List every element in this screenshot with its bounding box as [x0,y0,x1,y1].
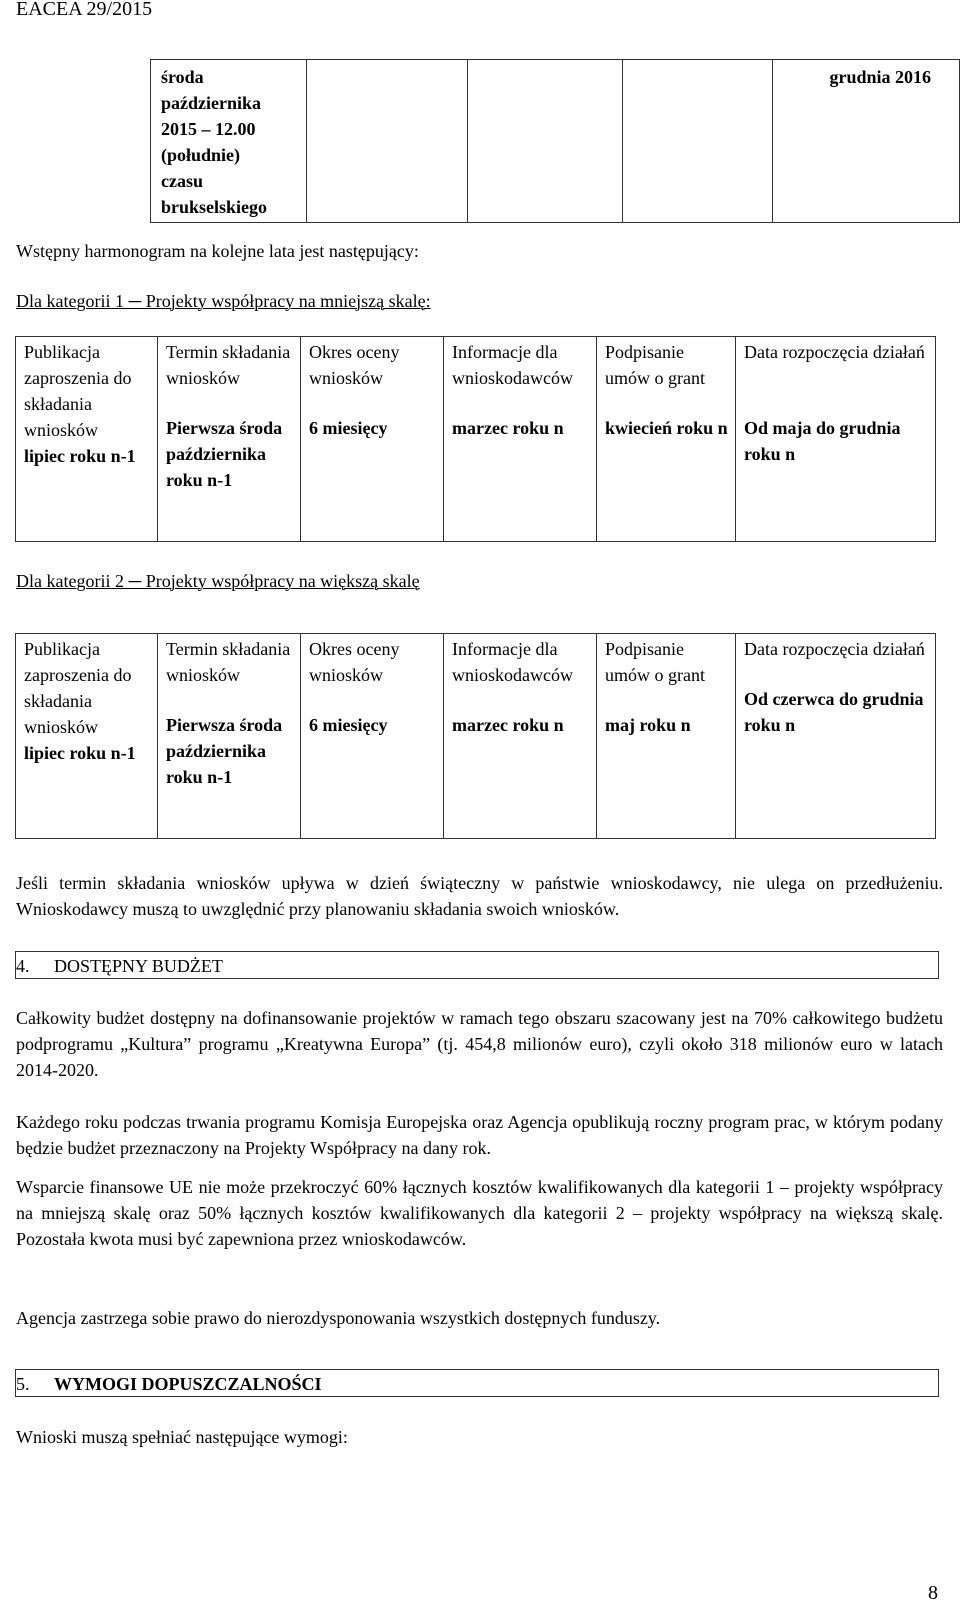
budget-paragraph-2: Każdego roku podczas trwania programu Komisja Europejska oraz Agencja opublikują roczny program prac, w którym podany będzie budżet przeznaczony na Projekty Współpracy na dany rok. [16,1112,943,1158]
top-table-cell-empty [622,60,773,223]
col-label: Publikacja zaproszenia do składania wniosków [24,639,132,737]
category-2-heading: Dla kategorii 2 ─ Projekty współpracy na większą skalę [16,571,420,591]
section-5-heading [15,1369,939,1397]
cat2-col-signing [597,634,736,839]
cat2-col-publication [16,634,158,839]
eligibility-intro: Wnioski muszą spełniać następujące wymogi: [16,1427,348,1447]
col-value: lipiec roku n-1 [24,446,136,466]
col-value: marzec roku n [452,418,564,438]
col-label: Publikacja zaproszenia do składania wniosków [24,342,132,440]
top-table-cell-empty [307,60,468,223]
col-label: Okres oceny wniosków [309,342,400,388]
end-date-text: grudnia 2016 [829,67,931,87]
deadline-line: środa [161,67,204,87]
cat2-col-information [444,634,597,839]
cat1-col-deadline [158,337,301,542]
col-label: Data rozpoczęcia działań [744,639,925,659]
col-label: Podpisanie umów o grant [605,639,705,685]
col-label: Data rozpoczęcia działań [744,342,925,362]
col-label: Termin składania wniosków [166,342,291,388]
col-value: Od maja do grudnia roku n [744,418,901,464]
cat1-col-evaluation [301,337,444,542]
col-label: Informacje dla wnioskodawców [452,342,573,388]
section-number: 4. [16,956,30,976]
section-title: DOSTĘPNY BUDŻET [54,956,223,976]
budget-paragraph-3: Wsparcie finansowe UE nie może przekroczyć 60% łącznych kosztów kwalifikowanych dla kategorii 1 – projekty współpracy na mniejszą skalę oraz 50% łącznych kosztów kwalifikowanych dla kategorii 2 – projekty współpracy na większą skalę. Pozostała kwota musi być zapewniona przez wnioskodawców. [16,1177,943,1249]
col-value: Od czerwca do grudnia roku n [744,689,924,735]
cat2-col-start [736,634,936,839]
page-number: 8 [928,1582,938,1604]
col-value: kwiecień roku n [605,418,728,438]
deadline-note: Jeśli termin składania wniosków upływa w dzień świąteczny w państwie wnioskodawcy, nie ulega on przedłużeniu. Wnioskodawcy muszą to uwzględnić przy planowaniu składania swoich wniosków. [16,873,943,919]
document-reference: EACEA 29/2015 [16,0,153,20]
section-title: WYMOGI DOPUSZCZALNOŚCI [54,1374,322,1394]
col-label: Podpisanie umów o grant [605,342,705,388]
col-value: maj roku n [605,715,691,735]
col-label: Okres oceny wniosków [309,639,400,685]
top-table-cell-deadline [151,60,307,223]
top-table-cell-empty [468,60,622,223]
top-table-cell-end-date [773,60,960,223]
col-value: marzec roku n [452,715,564,735]
col-value: Pierwsza środa października roku n-1 [166,715,283,787]
col-label: Informacje dla wnioskodawców [452,639,573,685]
cat1-col-signing [597,337,736,542]
col-value: 6 miesięcy [309,418,388,438]
cat1-col-publication [16,337,158,542]
col-value: 6 miesięcy [309,715,388,735]
deadline-line: czasu [161,171,203,191]
cat1-col-start [736,337,936,542]
budget-paragraph-4: Agencja zastrzega sobie prawo do nierozdysponowania wszystkich dostępnych funduszy. [16,1308,661,1328]
deadline-line: brukselskiego [161,197,268,217]
section-number: 5. [16,1374,30,1394]
category-2-schedule-table [15,633,936,839]
deadline-line: października [161,93,262,113]
top-deadline-table [150,59,960,223]
deadline-line: (południe) [161,145,241,165]
schedule-intro: Wstępny harmonogram na kolejne lata jest następujący: [16,241,419,261]
category-1-heading: Dla kategorii 1 ─ Projekty współpracy na mniejszą skalę: [16,291,431,311]
deadline-line: 2015 – 12.00 [161,119,256,139]
category-1-schedule-table [15,336,936,542]
col-label: Termin składania wniosków [166,639,291,685]
budget-paragraph-1: Całkowity budżet dostępny na dofinansowanie projektów w ramach tego obszaru szacowany jest na 70% całkowitego budżetu podprogramu „Kultura” programu „Kreatywna Europa” (tj. 454,8 milionów euro), czyli około 318 milionów euro w latach 2014-2020. [16,1008,943,1080]
section-4-heading [15,951,939,979]
cat2-col-evaluation [301,634,444,839]
cat1-col-information [444,337,597,542]
cat2-col-deadline [158,634,301,839]
col-value: Pierwsza środa października roku n-1 [166,418,283,490]
col-value: lipiec roku n-1 [24,743,136,763]
